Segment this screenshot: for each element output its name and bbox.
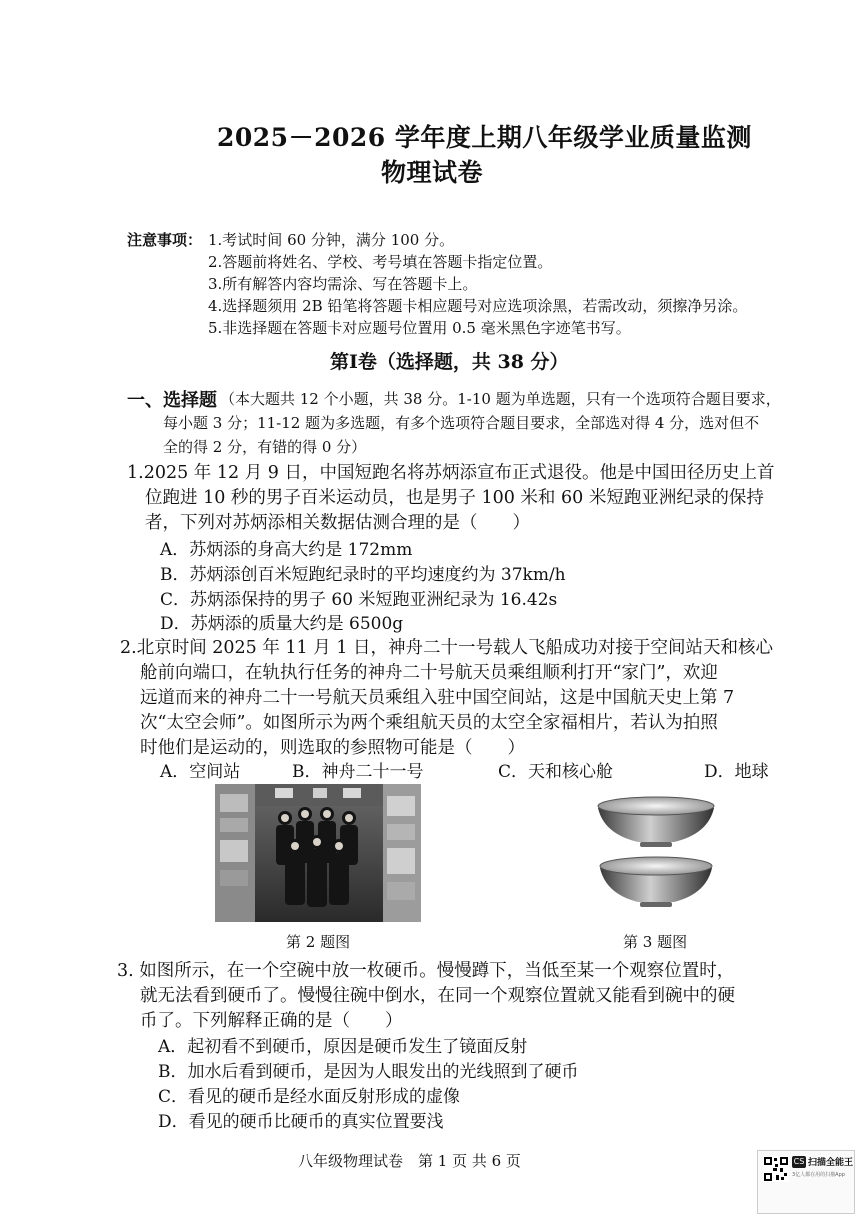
- notice-item: 2.答题前将姓名、学校、考号填在答题卡指定位置。: [208, 253, 553, 271]
- question-3-option-c: C．看见的硬币是经水面反射形成的虚像: [158, 1087, 461, 1107]
- bowls-figure: [590, 790, 722, 922]
- question-1-option-c: C．苏炳添保持的男子 60 米短跑亚洲纪录为 16.42s: [160, 590, 558, 610]
- section-desc: （本大题共 12 个小题，共 38 分。1-10 题为单选题，只有一个选项符合题目要求，: [220, 390, 781, 408]
- question-2-option-c: C．天和核心舱: [498, 762, 614, 782]
- section-label: 一、选择题: [127, 390, 217, 411]
- question-2-text: 远道而来的神舟二十一号航天员乘组入驻中国空间站，这是中国航天史上第 7: [140, 688, 735, 708]
- scanner-app-name: 扫描全能王: [808, 1158, 854, 1168]
- question-1-text: 位跑进 10 秒的男子百米运动员，也是男子 100 米和 60 米短跑亚洲纪录的保持: [145, 488, 764, 508]
- notice-item: 5.非选择题在答题卡对应题号位置用 0.5 毫米黑色字迹笔书写。: [208, 319, 631, 337]
- question-3-option-b: B．加水后看到硬币，是因为人眼发出的光线照到了硬币: [158, 1062, 579, 1082]
- astronaut-photo-drawing: [215, 784, 421, 922]
- question-2-text: 时他们是运动的，则选取的参照物可能是（ ）: [140, 738, 525, 758]
- question-3-text: 币了。下列解释正确的是（ ）: [140, 1011, 403, 1031]
- figure-3-caption: 第 3 题图: [623, 933, 688, 951]
- notice-item: 4.选择题须用 2B 铅笔将答题卡相应题号对应选项涂黑，若需改动，须擦净另涂。: [208, 297, 748, 315]
- question-2-text: 舱前向端口，在轨执行任务的神舟二十号航天员乘组顺利打开“家门”，欢迎: [140, 663, 718, 683]
- bowl-empty: [598, 797, 714, 847]
- section-desc: 每小题 3 分；11-12 题为多选题，有多个选项符合题目要求，全部选对得 4 分，选对但不: [163, 414, 760, 432]
- question-2-text: 2.北京时间 2025 年 11 月 1 日，神舟二十一号载人飞船成功对接于空间站天和核心: [120, 638, 774, 658]
- part-heading: 第Ⅰ卷（选择题，共 38 分）: [330, 351, 569, 373]
- question-3-option-a: A．起初看不到硬币，原因是硬币发生了镜面反射: [158, 1037, 528, 1057]
- notice-item: 3.所有解答内容均需涂、写在答题卡上。: [208, 275, 478, 293]
- bowl-with-water: [600, 857, 712, 907]
- exam-title: 2025－2026 学年度上期八年级学业质量监测: [217, 123, 752, 152]
- qr-code-icon: [763, 1156, 789, 1182]
- question-2-option-d: D．地球: [704, 762, 769, 782]
- page-footer: 八年级物理试卷 第 1 页 共 6 页: [298, 1152, 521, 1170]
- question-1-option-d: D．苏炳添的质量大约是 6500g: [160, 614, 404, 634]
- question-1-option-b: B．苏炳添创百米短跑纪录时的平均速度约为 37km/h: [160, 565, 566, 585]
- figure-2-caption: 第 2 题图: [286, 933, 351, 951]
- scanner-logo-icon: CS: [793, 1157, 805, 1166]
- question-1-text: 者，下列对苏炳添相关数据估测合理的是（ ）: [145, 513, 530, 533]
- scanner-tagline: 3亿人都在用的扫描App: [792, 1172, 845, 1178]
- question-3-option-d: D．看见的硬币比硬币的真实位置要浅: [158, 1112, 444, 1132]
- question-2-text: 次“太空会师”。如图所示为两个乘组航天员的太空全家福相片，若认为拍照: [140, 713, 718, 733]
- question-1-text: 1.2025 年 12 月 9 日，中国短跑名将苏炳添宣布正式退役。他是中国田径历史上首: [127, 463, 775, 483]
- exam-subject: 物理试卷: [381, 158, 484, 187]
- notice-item: 1.考试时间 60 分钟，满分 100 分。: [208, 231, 455, 249]
- question-1-option-a: A．苏炳添的身高大约是 172mm: [160, 540, 413, 560]
- question-3-text: 就无法看到硬币了。慢慢往碗中倒水，在同一个观察位置就又能看到碗中的硬: [140, 986, 735, 1006]
- question-3-text: 3. 如图所示，在一个空碗中放一枚硬币。慢慢蹲下，当低至某一个观察位置时，: [117, 961, 735, 981]
- astronaut-group-photo: [215, 784, 421, 922]
- scanner-badge: [757, 1150, 855, 1214]
- question-2-option-b: B．神舟二十一号: [292, 762, 424, 782]
- question-2-option-a: A．空间站: [160, 762, 241, 782]
- notice-label: 注意事项：: [127, 231, 203, 249]
- section-desc: 全的得 2 分，有错的得 0 分）: [163, 438, 367, 456]
